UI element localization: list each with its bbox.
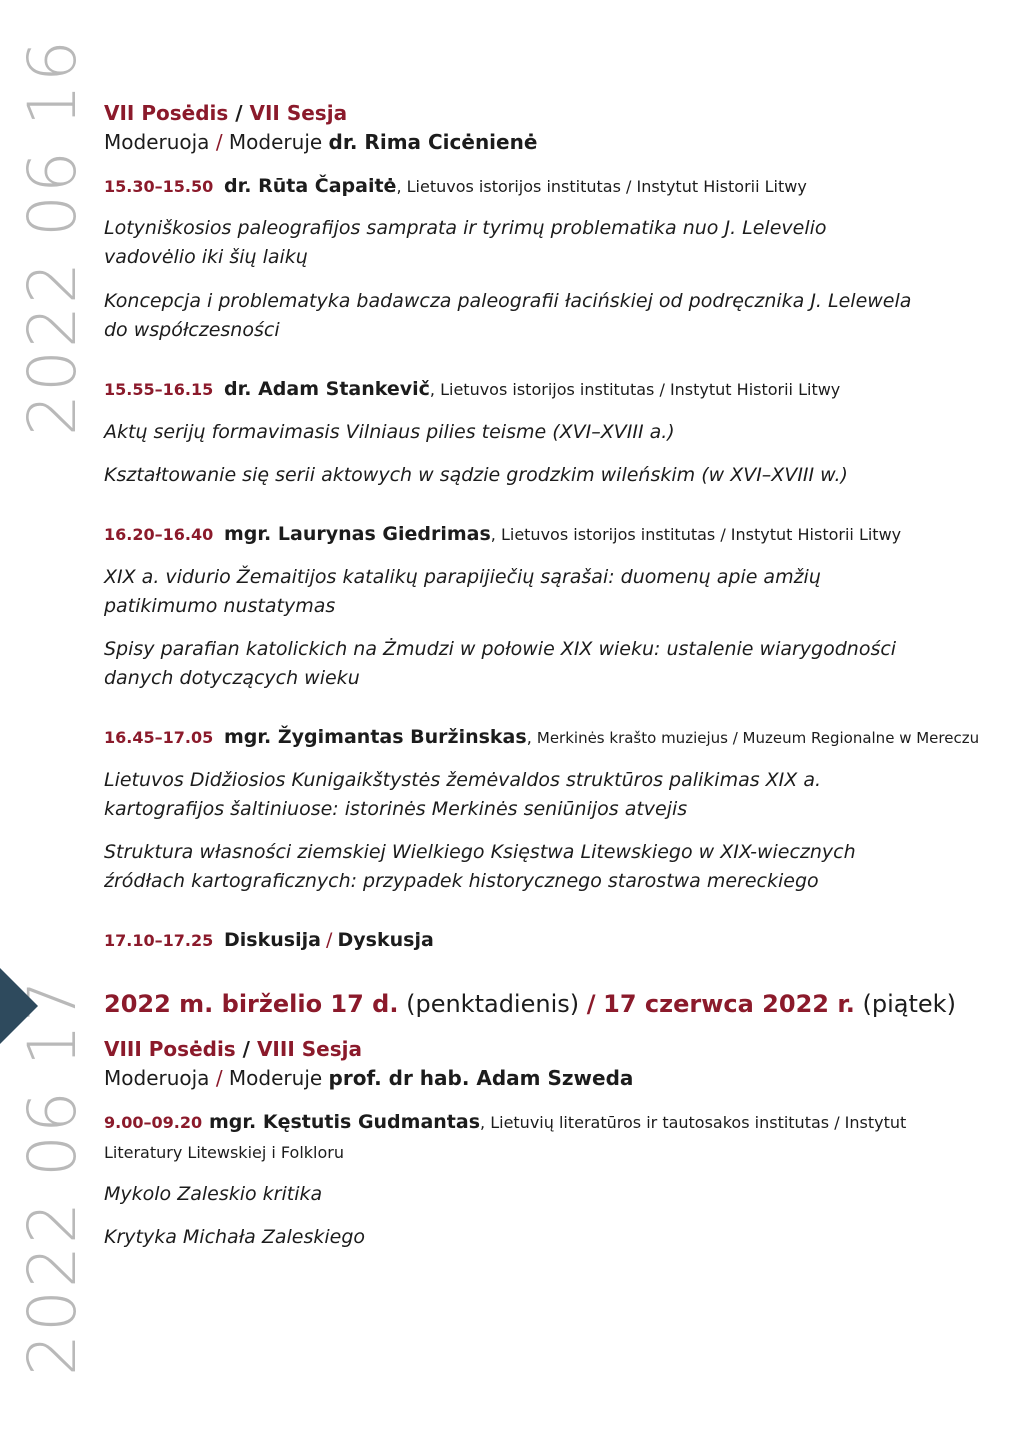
talk-header: 15.30–15.50 dr. Rūta Čapaitė, Lietuvos istorijos institutas / Instytut Historii Litwy — [104, 175, 807, 197]
talk-header: 16.20–16.40 mgr. Laurynas Giedrimas, Lietuvos istorijos institutas / Instytut Historii Litwy — [104, 523, 902, 545]
talk-title-lt: Mykolo Zaleskio kritika — [104, 1183, 323, 1205]
session7-title: VII Posėdis / VII Sesja — [104, 101, 348, 125]
side-date-day2: 2022 06 17 — [14, 978, 91, 1376]
talk-title-lt: Aktų serijų formavimasis Vilniaus pilies teisme (XVI–XVIII a.) — [104, 421, 675, 443]
talk-header: 16.45–17.05 mgr. Žygimantas Buržinskas, Merkinės krašto muziejus / Muzeum Regionalne w Mereczu — [104, 726, 980, 748]
talk-title-lt: Lotyniškosios paleografijos samprata ir tyrimų problematika nuo J. Lelevelio vadovėlio iki šių laikų — [104, 217, 827, 268]
talk-title-pl: Koncepcja i problematyka badawcza paleografii łacińskiej od podręcznika J. Lelewela do współczesności — [104, 290, 912, 341]
talk-title-pl: Struktura własności ziemskiej Wielkiego Księstwa Litewskiego w XIX-wiecznych źródłach kartograficznych: przypadek historycznego starostwa mereckiego — [104, 841, 856, 892]
talk-institution-cont: Literatury Litewskiej i Folkloru — [104, 1143, 345, 1162]
side-date-day1: 2022 06 16 — [14, 38, 91, 436]
talk-header: 9.00–09.20 mgr. Kęstutis Gudmantas, Lietuvių literatūros ir tautosakos institutas / Instytut — [104, 1111, 907, 1133]
session7-moderator: Moderuoja / Moderuje dr. Rima Cicėnienė — [104, 130, 538, 154]
talk-title-pl: Krytyka Michała Zaleskiego — [104, 1226, 366, 1248]
day2-heading: 2022 m. birželio 17 d. (penktadienis) / 17 czerwca 2022 r. (piątek) — [104, 990, 956, 1018]
discussion: 17.10–17.25 Diskusija / Dyskusja — [104, 929, 434, 951]
session8-moderator: Moderuoja / Moderuje prof. dr hab. Adam Szweda — [104, 1066, 634, 1090]
talk-header: 15.55–16.15 dr. Adam Stankevič, Lietuvos istorijos institutas / Instytut Historii Litwy — [104, 378, 841, 400]
talk-title-pl: Spisy parafian katolickich na Żmudzi w połowie XIX wieku: ustalenie wiarygodności danych dotyczących wieku — [104, 638, 897, 689]
talk-title-lt: Lietuvos Didžiosios Kunigaikštystės žemėvaldos struktūros palikimas XIX a. kartografijos šaltiniuose: istorinės Merkinės seniūnijos atvejis — [104, 769, 822, 820]
talk-title-lt: XIX a. vidurio Žemaitijos katalikų parapijiečių sąrašai: duomenų apie amžių patikimumo nustatymas — [104, 566, 821, 617]
session8-title: VIII Posėdis / VIII Sesja — [104, 1037, 362, 1061]
day-marker-arrow-icon — [0, 968, 38, 1044]
talk-title-pl: Kształtowanie się serii aktowych w sądzie grodzkim wileńskim (w XVI–XVIII w.) — [104, 464, 848, 486]
